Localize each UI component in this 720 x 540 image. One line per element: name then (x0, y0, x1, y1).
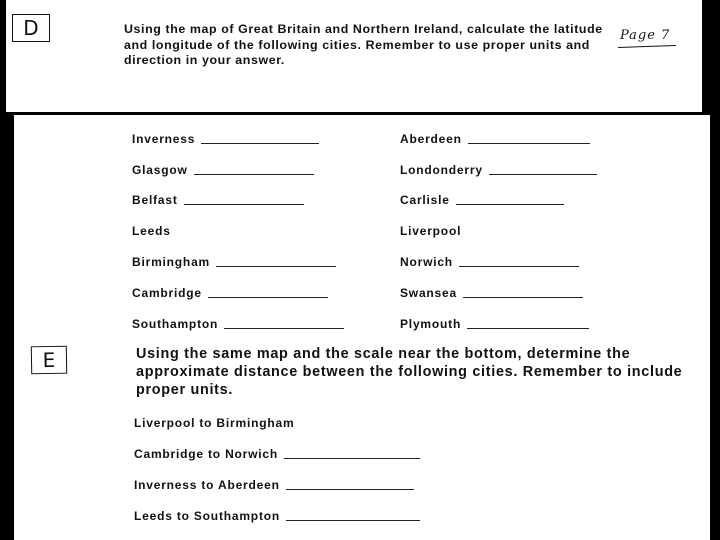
section-d-label: D (12, 14, 50, 42)
distance-label: Cambridge to Norwich (134, 447, 279, 461)
answer-line[interactable] (184, 203, 304, 205)
city-label: Londonderry (400, 163, 483, 177)
city-item-londonderry (400, 161, 597, 177)
answer-line[interactable] (216, 265, 336, 267)
page-number-text: Page 7 (620, 28, 671, 43)
answer-line[interactable] (208, 296, 328, 298)
city-label: Inverness (132, 132, 196, 146)
city-item-leeds (132, 222, 171, 238)
city-label: Belfast (132, 193, 178, 207)
answer-line[interactable] (467, 327, 589, 329)
city-label: Plymouth (400, 317, 462, 331)
distance-item-liverpool-birmingham (134, 414, 294, 430)
city-item-cambridge (132, 284, 328, 300)
city-label: Leeds (132, 224, 171, 238)
city-label: Norwich (400, 255, 453, 269)
city-label: Birmingham (132, 255, 211, 269)
city-item-inverness (132, 130, 319, 146)
city-item-southampton (132, 315, 344, 331)
distance-label: Inverness to Aberdeen (134, 478, 280, 492)
city-item-birmingham (132, 253, 336, 269)
city-item-aberdeen (400, 130, 590, 146)
answer-line[interactable] (194, 173, 314, 175)
distance-label: Leeds to Southampton (134, 509, 280, 523)
answer-line[interactable] (468, 142, 590, 144)
city-label: Swansea (400, 286, 457, 300)
city-item-carlisle (400, 191, 564, 207)
city-item-liverpool (400, 222, 461, 238)
city-item-norwich (400, 253, 579, 269)
answer-line[interactable] (224, 327, 344, 329)
answer-line[interactable] (201, 142, 319, 144)
section-d-instruction: Using the map of Great Britain and Northern Ireland, calculate the latitude and longitude of the following cities. Remember to use proper units and direction in your answer. (124, 22, 603, 67)
distance-item-inverness-aberdeen (134, 476, 414, 492)
answer-line[interactable] (286, 488, 414, 490)
answer-line[interactable] (284, 457, 420, 459)
section-e-instruction: Using the same map and the scale near the bottom, determine the approximate distance between the following cities. Remember to include proper units. (136, 346, 683, 398)
city-label: Liverpool (400, 224, 462, 238)
distance-item-leeds-southampton (134, 507, 420, 523)
answer-line[interactable] (456, 203, 564, 205)
city-label: Southampton (132, 317, 219, 331)
distance-item-cambridge-norwich (134, 445, 420, 461)
city-item-swansea (400, 284, 583, 300)
answer-line[interactable] (489, 173, 597, 175)
city-item-glasgow (132, 161, 314, 177)
answer-line[interactable] (463, 296, 583, 298)
distance-label: Liverpool to Birmingham (134, 416, 295, 430)
page-number-note (620, 28, 670, 43)
city-item-belfast (132, 191, 304, 207)
city-label: Cambridge (132, 286, 202, 300)
city-label: Carlisle (400, 193, 450, 207)
answer-line[interactable] (459, 265, 579, 267)
city-label: Aberdeen (400, 132, 462, 146)
city-item-plymouth (400, 315, 589, 331)
section-e-label: E (31, 346, 67, 375)
answer-line[interactable] (286, 519, 420, 521)
city-label: Glasgow (132, 163, 188, 177)
